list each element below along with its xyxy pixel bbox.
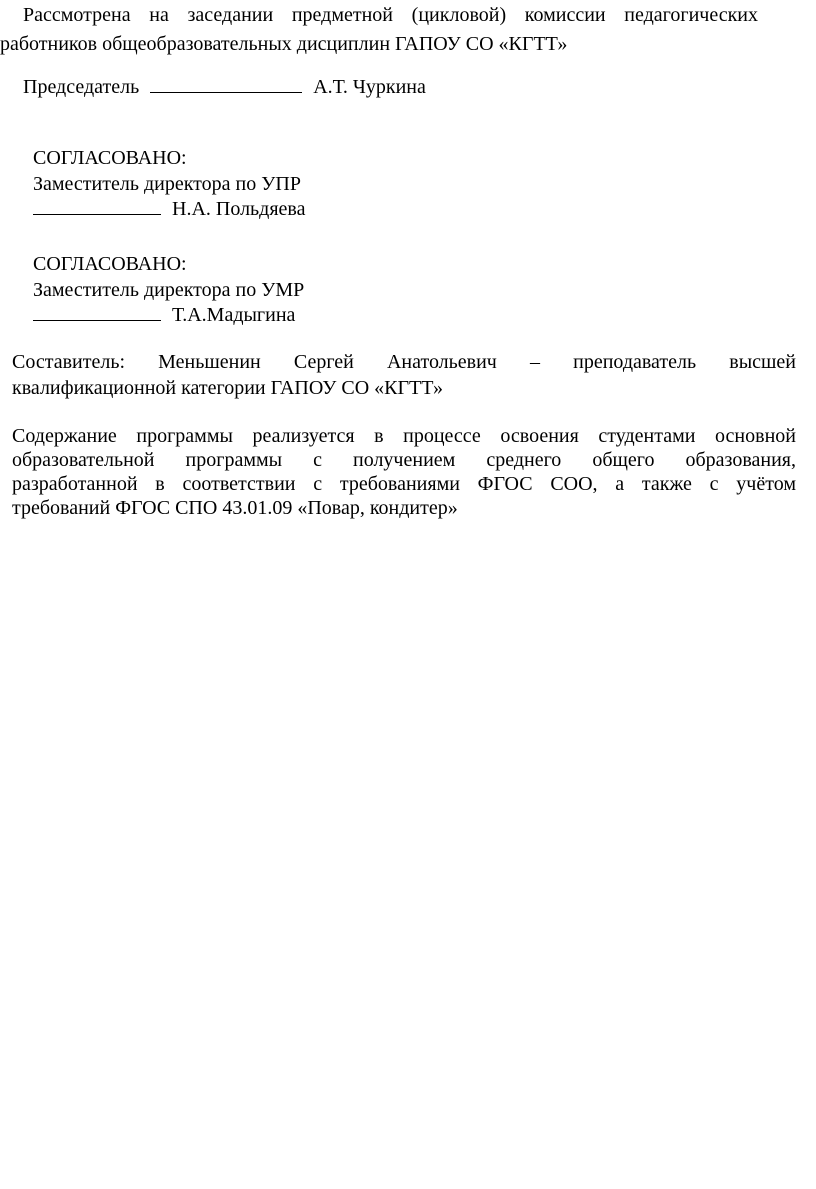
commission-line-2: работников общеобразовательных дисциплин ГАПОУ СО «КГТТ» [0, 33, 568, 55]
author-line-1: Составитель: Меньшенин Сергей Анатольевич – преподаватель высшей [12, 351, 796, 373]
approval-2-signature-line [33, 302, 161, 321]
content-line-4: требований ФГОС СПО 43.01.09 «Повар, кондитер» [12, 497, 458, 519]
approval-2-signature-row [33, 302, 295, 328]
chairman-name: А.Т. Чуркина [313, 76, 426, 98]
chairman-signature-line [150, 74, 302, 93]
approval-1-signature-row [33, 196, 305, 222]
content-line-2: образовательной программы с получением среднего общего образования, [12, 449, 796, 471]
approval-1-name: Н.А. Польдяева [172, 198, 306, 220]
content-line-3: разработанной в соответствии с требованиями ФГОС СОО, а также с учётом [12, 473, 796, 495]
commission-line-1: Рассмотрена на заседании предметной (цикловой) комиссии педагогических [23, 4, 758, 26]
approval-2-name: Т.А.Мадыгина [172, 304, 296, 326]
author-line-2: квалификационной категории ГАПОУ СО «КГТТ» [12, 377, 443, 399]
approval-2-position: Заместитель директора по УМР [33, 279, 305, 301]
approval-1-position: Заместитель директора по УПР [33, 173, 301, 195]
content-line-1: Содержание программы реализуется в процессе освоения студентами основной [12, 425, 796, 447]
approval-2-heading: СОГЛАСОВАНО: [33, 253, 187, 275]
approval-1-heading: СОГЛАСОВАНО: [33, 147, 187, 169]
chairman-label: Председатель [23, 76, 140, 98]
approval-1-signature-line [33, 196, 161, 215]
chairman-row [23, 74, 426, 100]
